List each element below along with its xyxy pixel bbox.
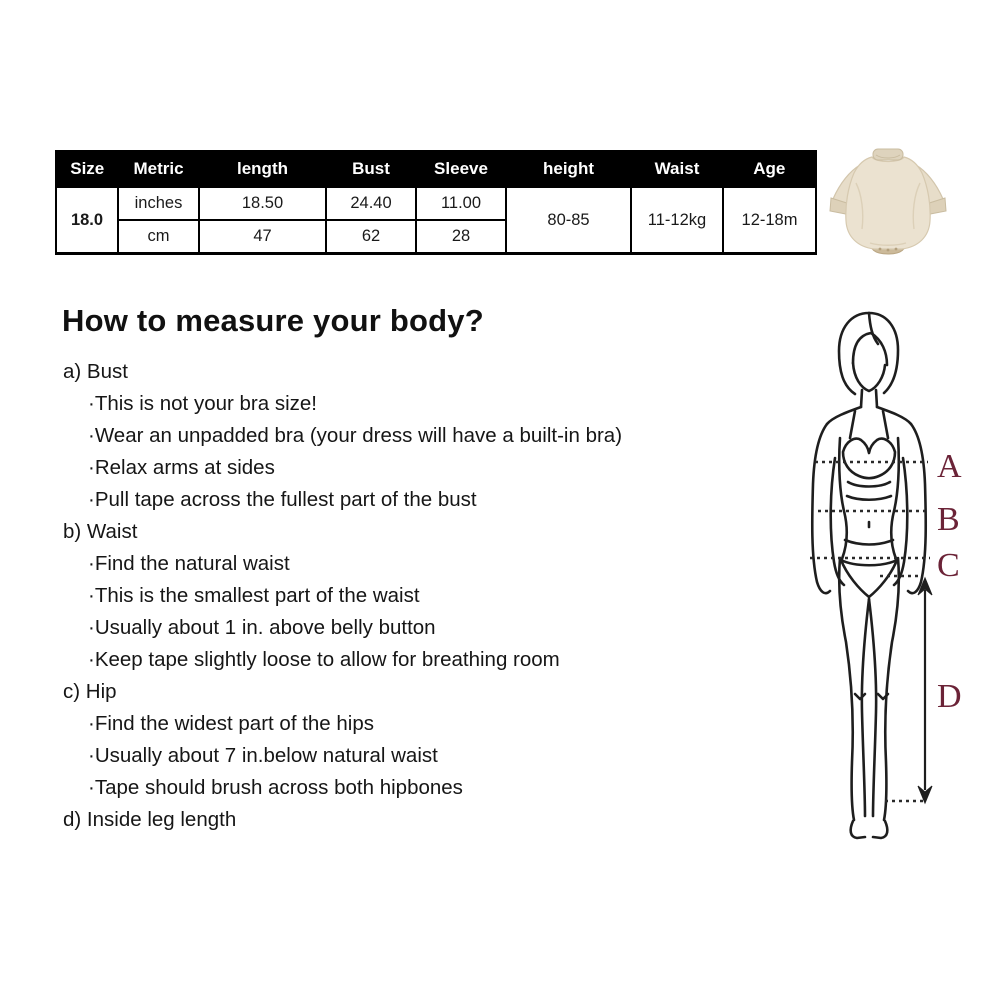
- inseam-arrow: [918, 578, 932, 803]
- col-header-waist: Waist: [631, 151, 723, 187]
- bust-cm: 62: [326, 220, 416, 254]
- guide-bullet: ·Pull tape across the fullest part of the bust: [88, 488, 477, 511]
- measurement-labels: [937, 448, 962, 715]
- size-value: 18.0: [56, 187, 118, 254]
- waist-value: 11-12kg: [631, 187, 723, 254]
- guide-bullet: ·Usually about 1 in. above belly button: [88, 616, 436, 639]
- label-bust: A: [937, 448, 962, 485]
- metric-inches: inches: [118, 187, 199, 220]
- col-header-bust: Bust: [326, 151, 416, 187]
- age-value: 12-18m: [723, 187, 816, 254]
- col-header-sleeve: Sleeve: [416, 151, 506, 187]
- sleeve-cm: 28: [416, 220, 506, 254]
- product-photo-romper: [822, 143, 954, 257]
- romper-body: [846, 157, 930, 249]
- label-hip: C: [937, 547, 960, 584]
- guide-section-hip: c) Hip: [63, 680, 117, 703]
- guide-bullet: ·Find the widest part of the hips: [88, 712, 375, 735]
- sleeve-inches: 11.00: [416, 187, 506, 220]
- guide-bullet: ·Keep tape slightly loose to allow for breathing room: [88, 648, 560, 671]
- length-cm: 47: [199, 220, 326, 254]
- col-header-metric: Metric: [118, 151, 199, 187]
- length-inches: 18.50: [199, 187, 326, 220]
- guide-section-inseam: d) Inside leg length: [63, 808, 237, 831]
- guide-bullet: ·Find the natural waist: [88, 552, 290, 575]
- romper-collar: [873, 149, 903, 160]
- measurement-lines: [810, 462, 930, 801]
- guide-bullet: ·Usually about 7 in.below natural waist: [88, 744, 438, 767]
- guide-bullet: ·This is not your bra size!: [88, 392, 317, 415]
- size-table: [55, 150, 817, 255]
- label-waist: B: [937, 501, 960, 538]
- col-header-height: height: [506, 151, 631, 187]
- guide-bullet: ·This is the smallest part of the waist: [88, 584, 420, 607]
- guide-bullet: ·Relax arms at sides: [88, 456, 275, 479]
- size-chart: [55, 150, 815, 255]
- guide-section-bust: a) Bust: [63, 360, 128, 383]
- bust-inches: 24.40: [326, 187, 416, 220]
- body-measurement-diagram: [795, 300, 995, 845]
- col-header-age: Age: [723, 151, 816, 187]
- measure-guide: [63, 356, 723, 836]
- table-header-row: [56, 151, 816, 187]
- page-title: How to measure your body?: [62, 303, 484, 338]
- guide-bullet: ·Wear an unpadded bra (your dress will have a built-in bra): [88, 424, 623, 447]
- height-value: 80-85: [506, 187, 631, 254]
- label-inseam: D: [937, 678, 962, 715]
- guide-section-waist: b) Waist: [63, 520, 138, 543]
- col-header-size: Size: [56, 151, 118, 187]
- table-row-inches: [56, 187, 816, 220]
- col-header-length: length: [199, 151, 326, 187]
- metric-cm: cm: [118, 220, 199, 254]
- guide-bullet: ·Tape should brush across both hipbones: [88, 776, 463, 799]
